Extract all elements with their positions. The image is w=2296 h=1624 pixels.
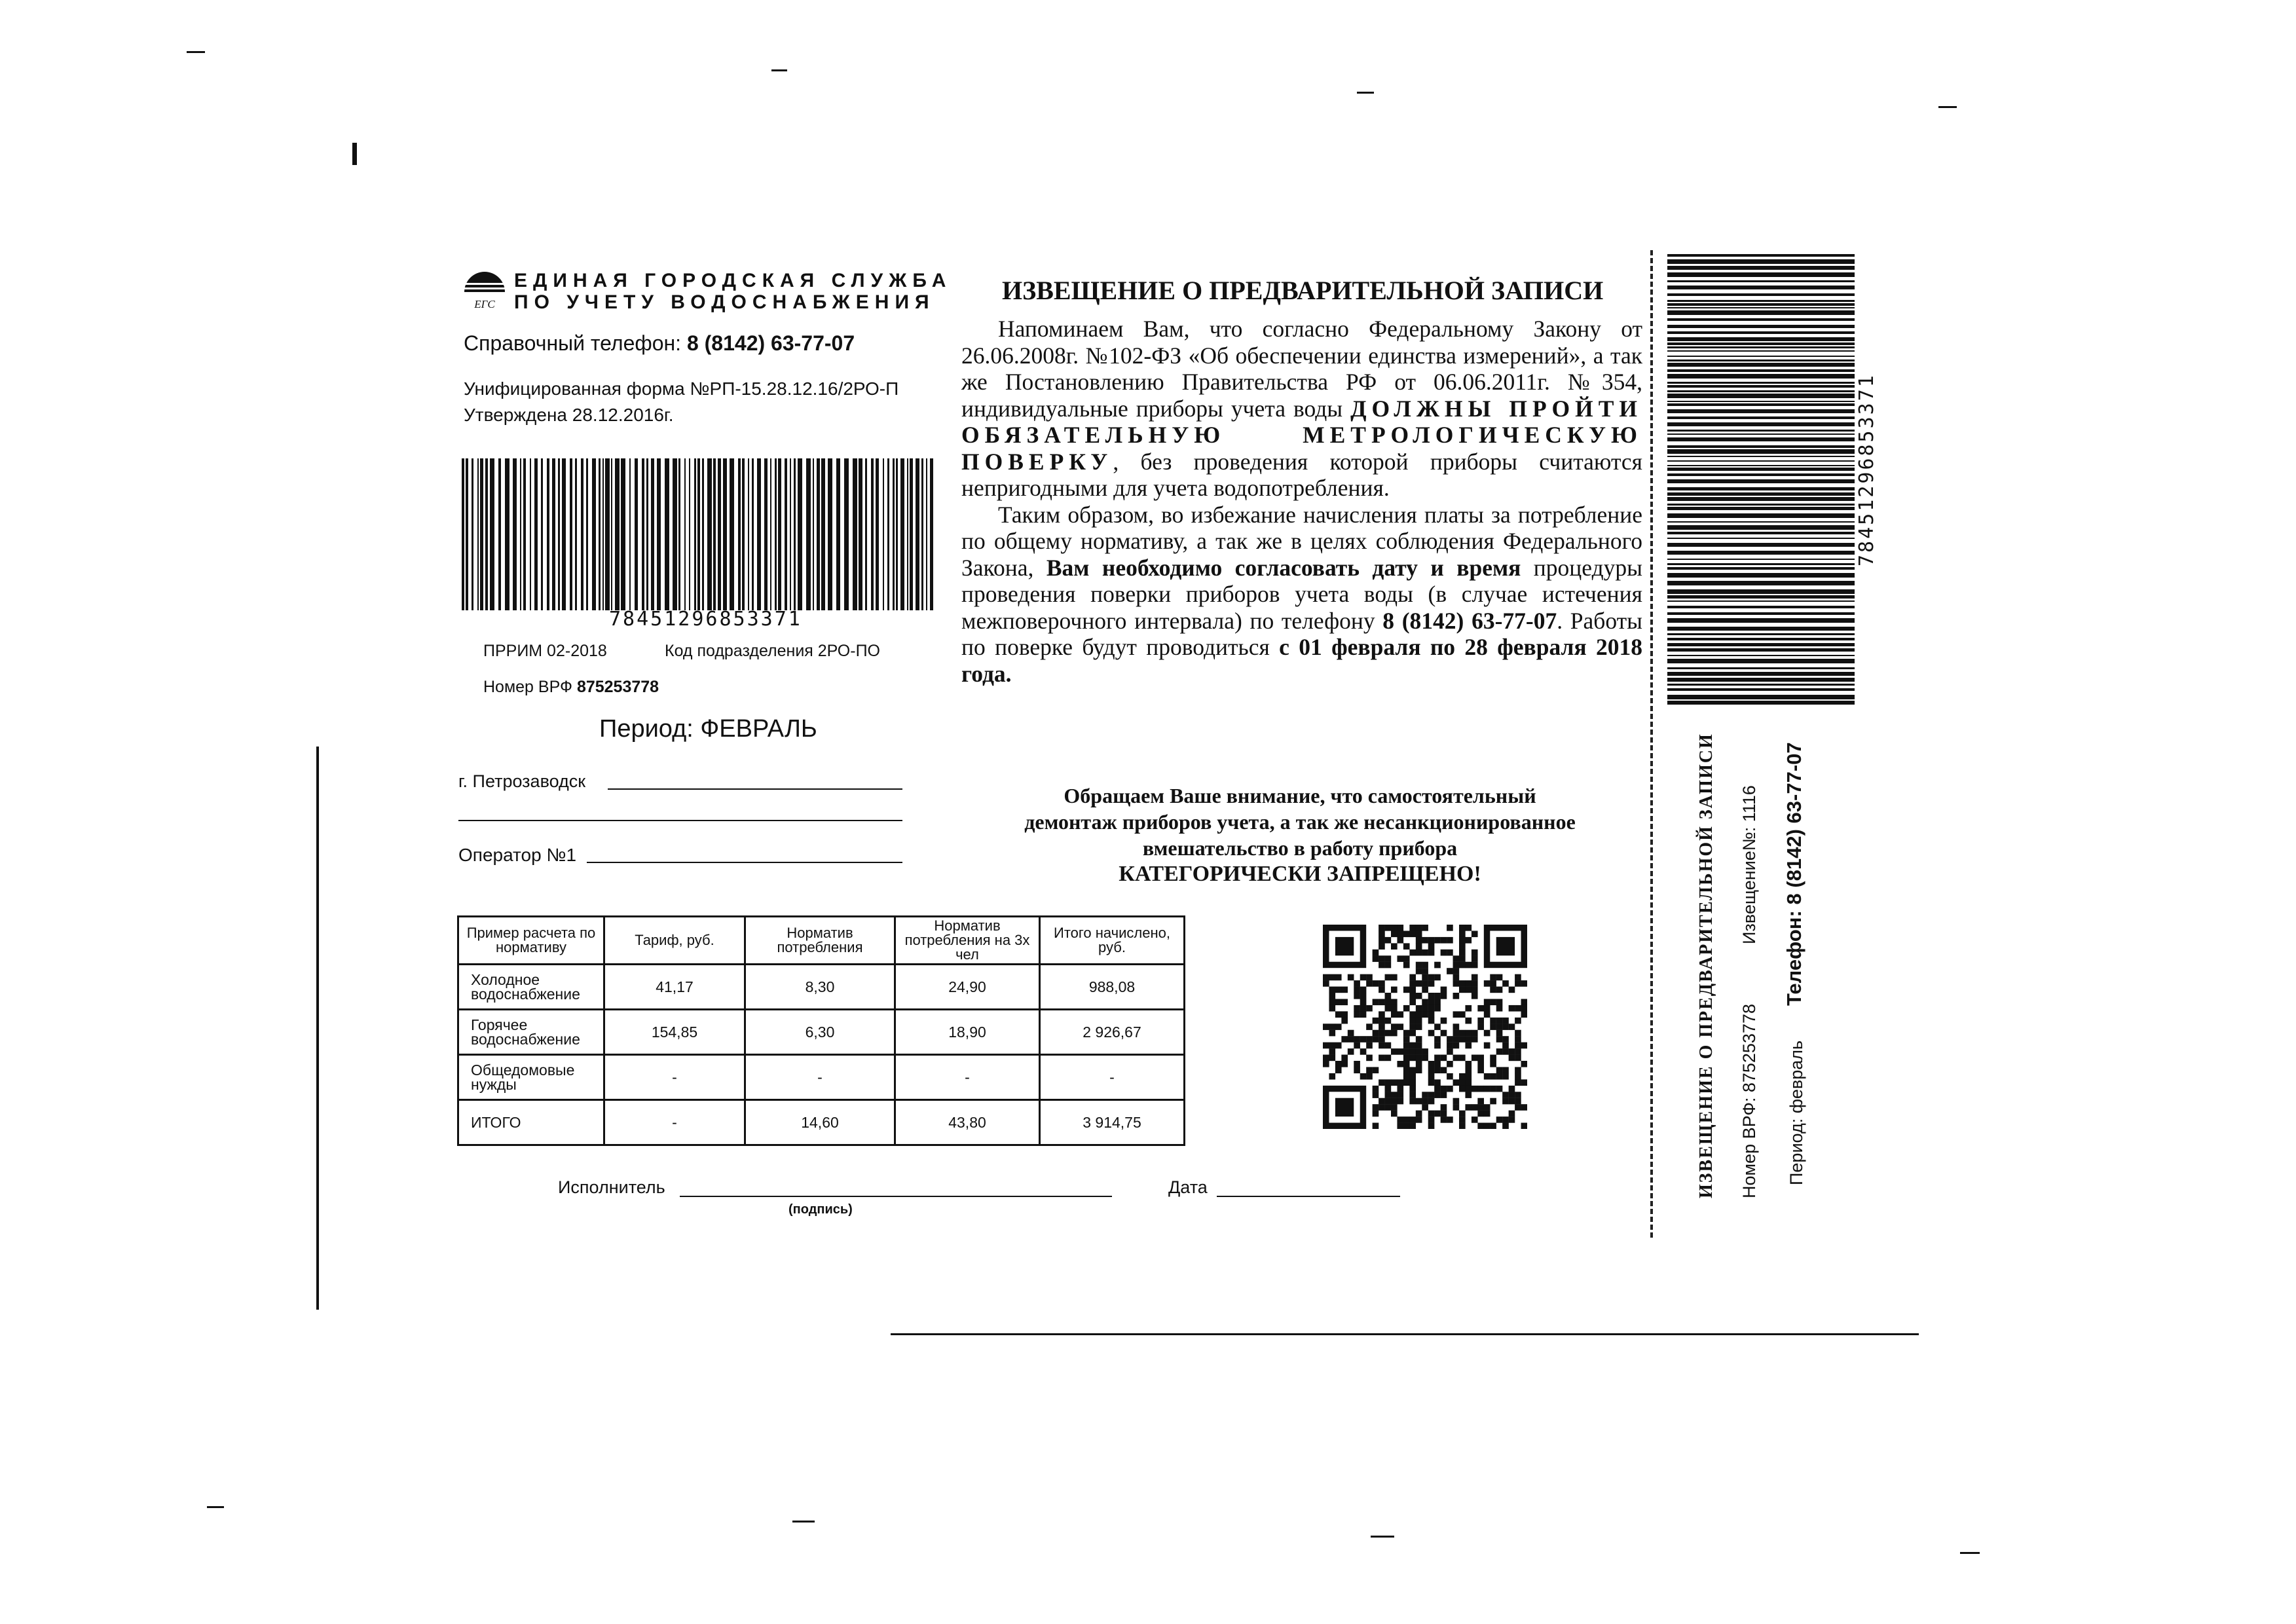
table-header-cell: Тариф, руб. <box>604 917 745 965</box>
city-label: г. Петрозаводск <box>458 771 586 791</box>
table-cell: 154,85 <box>604 1010 745 1055</box>
organization-name <box>514 270 952 313</box>
reference-phone <box>464 331 855 356</box>
notice-emphasis: ДОЛЖНЫ ПРОЙТИ ОБЯЗАТЕЛЬНУЮ МЕТРОЛОГИЧЕСКУЮ ПОВЕРКУ <box>961 395 1643 475</box>
notice-text: , без проведения которой приборы считаются непригодными для учета водопотребления. <box>961 448 1642 501</box>
table-cell: 14,60 <box>745 1100 895 1145</box>
calculation-table <box>457 915 1185 1146</box>
organization-name-line1: ЕДИНАЯ ГОРОДСКАЯ СЛУЖБА <box>514 270 952 291</box>
table-header-cell: Норматив потребления <box>745 917 895 965</box>
signature-caption: (подпись) <box>788 1202 853 1217</box>
notice-text: процедуры проведения поверки приборов учета воды (в случае истечения межповерочного интервала) по телефону <box>961 554 1642 634</box>
stub-title: ИЗВЕЩЕНИЕ О ПРЕДВАРИТЕЛЬНОЙ ЗАПИСИ <box>1696 733 1716 1198</box>
executor-label: Исполнитель <box>558 1177 665 1197</box>
phone-number: 8 (8142) 63-77-07 <box>686 331 855 355</box>
scan-speck <box>207 1506 224 1508</box>
table-cell: 43,80 <box>895 1100 1040 1145</box>
table-cell: - <box>745 1055 895 1100</box>
table-header-cell: Норматив потребления на 3х чел <box>895 917 1040 965</box>
table-cell: Горячее водоснабжение <box>458 1010 604 1055</box>
table-row <box>458 965 1185 1010</box>
scan-mark <box>352 143 357 165</box>
notice-text: Таким образом, во избежание начисления платы за потребление по общему нормативу, а так же в целях соблюдения Федерального Закона, <box>961 501 1642 581</box>
operator-label: Оператор №1 <box>458 845 577 865</box>
form-number: Унифицированная форма №РП-15.28.12.16/2РО-П <box>464 378 899 399</box>
period <box>599 715 817 743</box>
stub-phone: Телефон: 8 (8142) 63-77-07 <box>1783 742 1805 1006</box>
notice-text: . Работы по поверке будут проводиться <box>961 607 1642 660</box>
barcode-number: 78451296853371 <box>609 608 802 631</box>
approved-date: Утверждена 28.12.2016г. <box>464 405 674 425</box>
scan-speck <box>1960 1552 1980 1554</box>
notice-emphasis: Вам необходимо согласовать дату и время <box>1046 554 1521 581</box>
executor-underline <box>680 1196 1112 1197</box>
vrf-value: 875253778 <box>576 678 659 696</box>
date-label: Дата <box>1168 1177 1208 1197</box>
table-cell: - <box>604 1100 745 1145</box>
table-cell: ИТОГО <box>458 1100 604 1145</box>
city-underline <box>608 788 902 790</box>
water-service-logo-icon <box>462 267 508 313</box>
table-cell: - <box>895 1055 1040 1100</box>
table-cell: - <box>1040 1055 1185 1100</box>
notice-title: ИЗВЕЩЕНИЕ О ПРЕДВАРИТЕЛЬНОЙ ЗАПИСИ <box>1002 276 1604 305</box>
table-cell: 24,90 <box>895 965 1040 1010</box>
vrf-label: Номер ВРФ <box>483 678 572 696</box>
qr-code <box>1323 925 1527 1129</box>
warning-block <box>956 783 1644 887</box>
table-cell: 988,08 <box>1040 965 1185 1010</box>
table-row <box>458 1010 1185 1055</box>
table-header-cell: Итого начислено, руб. <box>1040 917 1185 965</box>
notice-text: Напоминаем Вам, что согласно Федеральному Закону от 26.06.2008г. №102-ФЗ «Об обеспечении единства измерений», а так же Постановлению Правительства РФ от 06.06.2011г. №354, индивидуальные приборы учета воды <box>961 316 1642 422</box>
left-margin-line <box>316 747 319 1310</box>
logo-badge: ЕГС <box>474 298 495 310</box>
scan-speck <box>187 51 205 53</box>
table-cell: - <box>604 1055 745 1100</box>
notice-phone: 8 (8142) 63-77-07 <box>1382 607 1557 634</box>
scan-speck <box>1938 106 1957 108</box>
division-code: Код подразделения 2РО-ПО <box>665 642 880 660</box>
stub-period: Период: февраль <box>1787 1040 1806 1185</box>
table-cell: 41,17 <box>604 965 745 1010</box>
table-row <box>458 1055 1185 1100</box>
scan-speck <box>1357 92 1374 94</box>
date-underline <box>1217 1196 1400 1197</box>
notice-paragraph-2 <box>961 502 1642 688</box>
vrf-number <box>483 678 659 697</box>
phone-label: Справочный телефон: <box>464 331 682 355</box>
warning-line: демонтаж приборов учета, а так же несанкционированное <box>1024 810 1576 834</box>
table-header-cell: Пример расчета по нормативу <box>458 917 604 965</box>
bottom-fold-line <box>891 1333 1919 1335</box>
tear-off-line <box>1650 250 1653 1238</box>
scan-speck <box>792 1521 815 1522</box>
stub-barcode <box>1667 254 1855 709</box>
table-row <box>458 1100 1185 1145</box>
table-cell: Общедомовые нужды <box>458 1055 604 1100</box>
table-cell: 8,30 <box>745 965 895 1010</box>
scan-speck <box>771 69 787 71</box>
warning-line: Обращаем Ваше внимание, что самостоятельный <box>1064 784 1536 807</box>
prrim-code: ПРРИМ 02-2018 <box>483 642 607 660</box>
period-value: ФЕВРАЛЬ <box>700 715 817 743</box>
stub-vrf: Номер ВРФ: 875253778 <box>1739 1004 1759 1198</box>
barcode <box>462 458 933 610</box>
scan-speck <box>1371 1536 1394 1538</box>
organization-name-line2: ПО УЧЕТУ ВОДОСНАБЖЕНИЯ <box>514 291 935 313</box>
table-header-row <box>458 917 1185 965</box>
warning-line: КАТЕГОРИЧЕСКИ ЗАПРЕЩЕНО! <box>1119 862 1481 886</box>
notice-body <box>961 316 1642 687</box>
notice-dates: с 01 февраля по 28 февраля 2018 года. <box>961 634 1642 687</box>
period-label: Период: <box>599 715 694 743</box>
table-cell: 2 926,67 <box>1040 1010 1185 1055</box>
stub-notice-number: Извещение№: 1116 <box>1739 785 1759 944</box>
address-underline <box>458 820 902 821</box>
operator-underline <box>587 862 902 863</box>
table-cell: 18,90 <box>895 1010 1040 1055</box>
table-cell: 3 914,75 <box>1040 1100 1185 1145</box>
stub-barcode-number: 78451296853371 <box>1855 373 1878 566</box>
notice-paragraph-1 <box>961 316 1642 502</box>
warning-line: вмешательство в работу прибора <box>1142 836 1458 860</box>
table-cell: Холодное водоснабжение <box>458 965 604 1010</box>
table-cell: 6,30 <box>745 1010 895 1055</box>
